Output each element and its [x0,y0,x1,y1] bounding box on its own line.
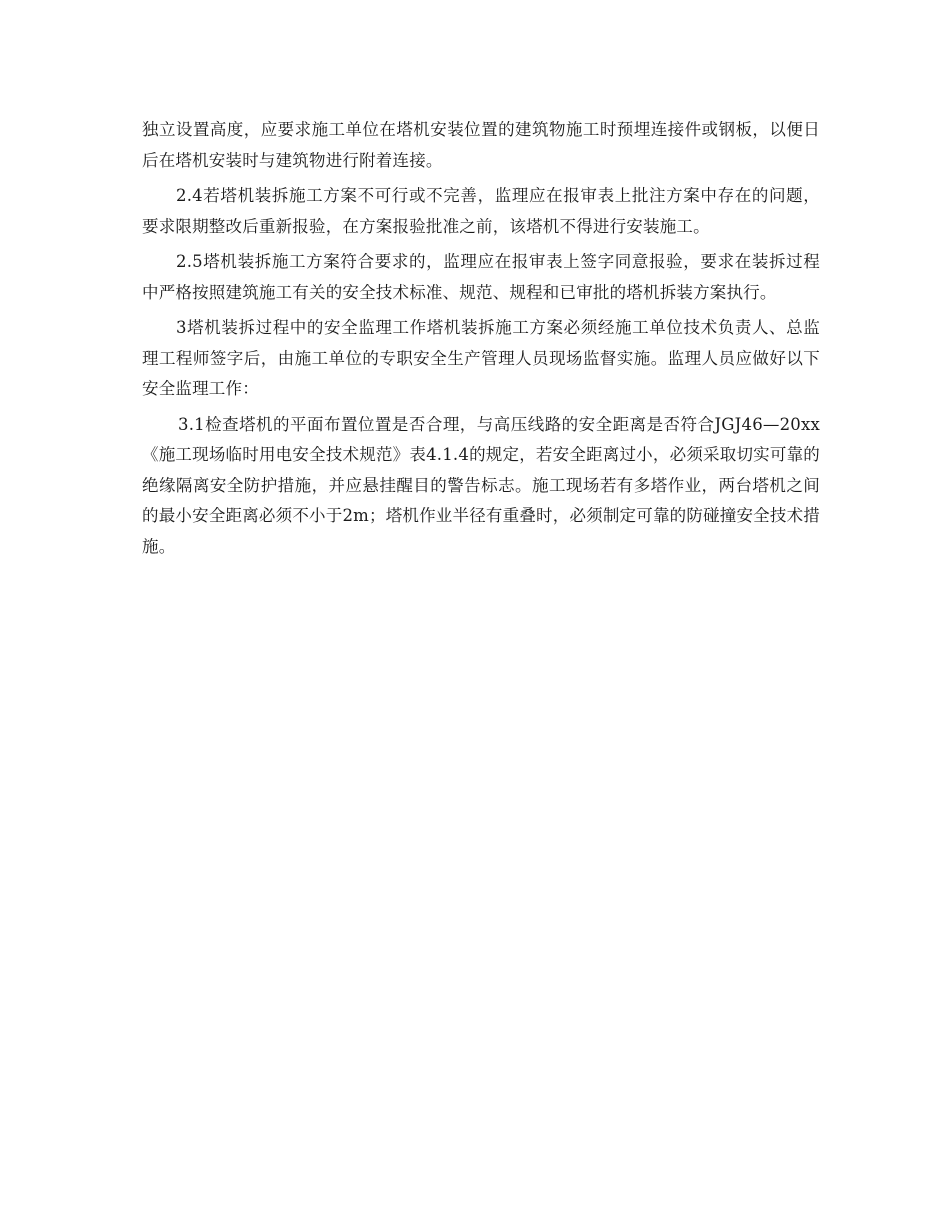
document-body [142,115,820,567]
paragraph-2-5: 2.5塔机装拆施工方案符合要求的，监理应在报审表上签字同意报验，要求在装拆过程中严格按照建筑施工有关的安全技术标准、规范、规程和已审批的塔机拆装方案执行。 [142,252,820,302]
paragraph-continuation: 独立设置高度，应要求施工单位在塔机安装位置的建筑物施工时预埋连接件或钢板，以便日后在塔机安装时与建筑物进行附着连接。 [142,120,820,170]
paragraph-3-1: 3.1检查塔机的平面布置位置是否合理，与高压线路的安全距离是否符合JGJ46—20xx《施工现场临时用电安全技术规范》表4.1.4的规定，若安全距离过小，必须采取切实可靠的绝缘隔离安全防护措施，并应悬挂醒目的警告标志。施工现场若有多塔作业，两台塔机之间的最小安全距离必须不小于2m；塔机作业半径有重叠时，必须制定可靠的防碰撞安全技术措施。 [142,414,820,556]
paragraph-2-4: 2.4若塔机装拆施工方案不可行或不完善，监理应在报审表上批注方案中存在的问题，要求限期整改后重新报验，在方案报验批准之前，该塔机不得进行安装施工。 [142,186,820,236]
paragraph-3: 3塔机装拆过程中的安全监理工作塔机装拆施工方案必须经施工单位技术负责人、总监理工程师签字后，由施工单位的专职安全生产管理人员现场监督实施。监理人员应做好以下安全监理工作： [142,318,820,398]
